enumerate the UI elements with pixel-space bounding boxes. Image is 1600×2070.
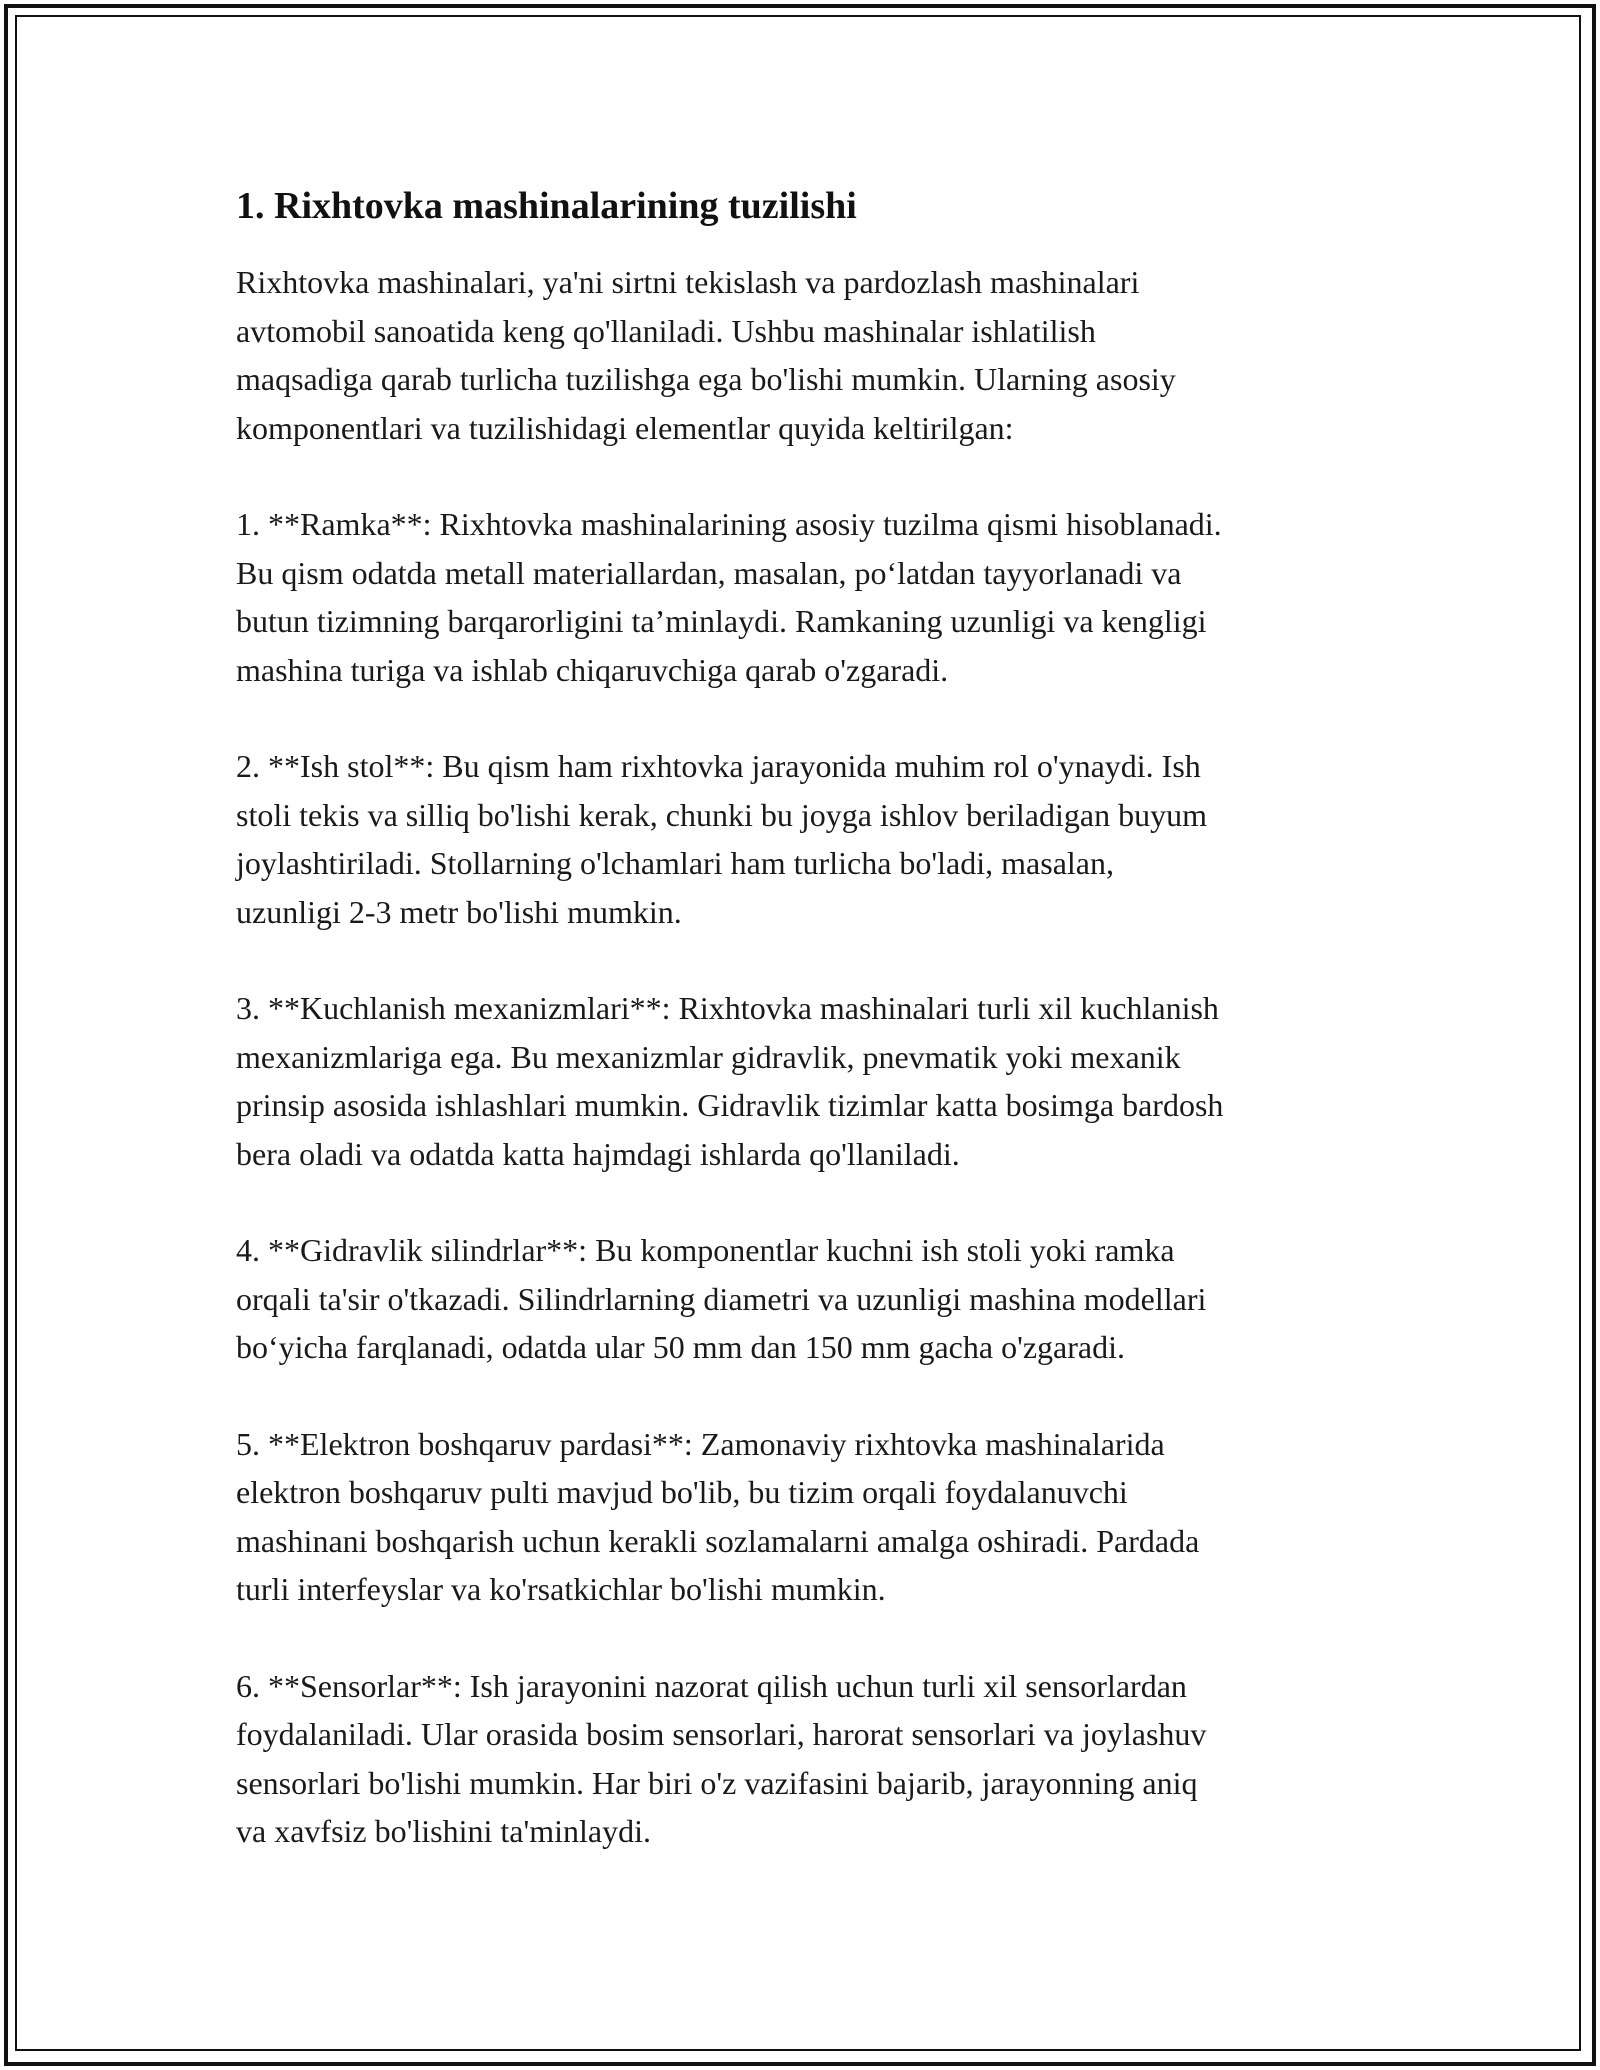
- text-line: Bu qism odatda metall materiallardan, masalan, po‘latdan tayyorlanadi va: [236, 554, 1182, 591]
- text-line: mashina turiga va ishlab chiqaruvchiga qarab o'zgaradi.: [236, 651, 949, 688]
- text-line: va xavfsiz bo'lishini ta'minlaydi.: [236, 1813, 652, 1849]
- text-line: 4. **Gidravlik silindrlar**: Bu komponentlar kuchni ish stoli yoki ramka: [236, 1232, 1175, 1268]
- section-elektron-boshqaruv: [236, 1420, 1376, 1614]
- intro-paragraph: [236, 258, 1376, 452]
- section-ramka: [236, 500, 1376, 694]
- text-line: mexanizmlariga ega. Bu mexanizmlar gidravlik, pnevmatik yoki mexanik: [236, 1038, 1181, 1075]
- text-line: komponentlari va tuzilishidagi elementlar quyida keltirilgan:: [236, 409, 1014, 446]
- text-line: 2. **Ish stol**: Bu qism ham rixhtovka jarayonida muhim rol o'ynaydi. Ish: [236, 748, 1201, 784]
- text-line: orqali ta'sir o'tkazadi. Silindrlarning diametri va uzunligi mashina modellari: [236, 1280, 1207, 1317]
- text-line: maqsadiga qarab turlicha tuzilishga ega bo'lishi mumkin. Ularning asosiy: [236, 361, 1176, 397]
- document-title: 1. Rixhtovka mashinalarining tuzilishi: [236, 185, 857, 227]
- text-line: bera oladi va odatda katta hajmdagi ishlarda qo'llaniladi.: [236, 1135, 960, 1172]
- text-line: 1. **Ramka**: Rixhtovka mashinalarining asosiy tuzilma qismi hisoblanadi.: [236, 506, 1222, 542]
- text-line: turli interfeyslar va ko'rsatkichlar bo'lishi mumkin.: [236, 1571, 886, 1607]
- text-line: 6. **Sensorlar**: Ish jarayonini nazorat qilish uchun turli xil sensorlardan: [236, 1667, 1187, 1704]
- section-sensorlar: [236, 1662, 1376, 1856]
- text-line: mashinani boshqarish uchun kerakli sozlamalarni amalga oshiradi. Pardada: [236, 1522, 1200, 1559]
- section-gidravlik-silindrlar: [236, 1226, 1376, 1372]
- text-line: joylashtiriladi. Stollarning o'lchamlari ham turlicha bo'ladi, masalan,: [236, 845, 1114, 881]
- text-line: foydalaniladi. Ular orasida bosim sensorlari, harorat sensorlari va joylashuv: [236, 1716, 1207, 1752]
- text-line: uzunligi 2-3 metr bo'lishi mumkin.: [236, 893, 682, 930]
- text-line: sensorlari bo'lishi mumkin. Har biri o'z vazifasini bajarib, jarayonning aniq: [236, 1764, 1198, 1801]
- text-line: butun tizimning barqarorligini ta’minlaydi. Ramkaning uzunligi va kengligi: [236, 603, 1207, 639]
- text-line: elektron boshqaruv pulti mavjud bo'lib, bu tizim orqali foydalanuvchi: [236, 1474, 1128, 1510]
- text-line: 3. **Kuchlanish mexanizmlari**: Rixhtovka mashinalari turli xil kuchlanish: [236, 990, 1219, 1026]
- document-body: [236, 180, 1376, 1856]
- text-line: avtomobil sanoatida keng qo'llaniladi. Ushbu mashinalar ishlatilish: [236, 312, 1096, 349]
- text-line: Rixhtovka mashinalari, ya'ni sirtni tekislash va pardozlash mashinalari: [236, 264, 1140, 300]
- section-kuchlanish-mexanizmlari: [236, 984, 1376, 1178]
- text-line: prinsip asosida ishlashlari mumkin. Gidravlik tizimlar katta bosimga bardosh: [236, 1087, 1224, 1123]
- text-line: stoli tekis va silliq bo'lishi kerak, chunki bu joyga ishlov beriladigan buyum: [236, 796, 1207, 833]
- text-line: bo‘yicha farqlanadi, odatda ular 50 mm dan 150 mm gacha o'zgaradi.: [236, 1329, 1125, 1365]
- section-ish-stol: [236, 742, 1376, 936]
- text-line: 5. **Elektron boshqaruv pardasi**: Zamonaviy rixhtovka mashinalarida: [236, 1425, 1165, 1462]
